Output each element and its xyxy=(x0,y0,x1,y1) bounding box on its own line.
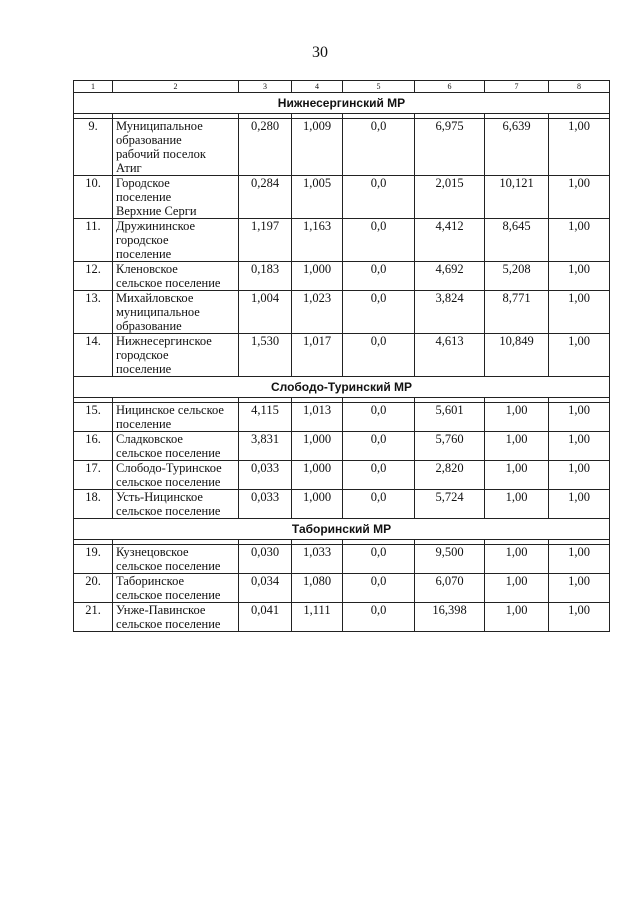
value-cell-c3: 4,115 xyxy=(239,403,292,432)
value-cell-c3: 0,284 xyxy=(239,176,292,219)
value-cell-c6: 16,398 xyxy=(415,603,485,632)
table-row xyxy=(74,176,610,219)
value-cell-c6: 9,500 xyxy=(415,545,485,574)
value-cell-c7: 8,645 xyxy=(485,219,549,262)
value-cell-c8: 1,00 xyxy=(549,432,610,461)
value-cell-c4: 1,000 xyxy=(292,461,343,490)
value-cell-c8: 1,00 xyxy=(549,574,610,603)
value-cell-c4: 1,009 xyxy=(292,119,343,176)
municipality-name xyxy=(113,545,239,574)
row-number: 16. xyxy=(74,432,113,461)
municipality-name-line: Унже-Павинское xyxy=(116,603,206,617)
municipality-name-line: городское xyxy=(116,348,169,362)
value-cell-c5: 0,0 xyxy=(343,574,415,603)
value-cell-c8: 1,00 xyxy=(549,461,610,490)
column-header: 3 xyxy=(239,81,292,93)
value-cell-c8: 1,00 xyxy=(549,262,610,291)
value-cell-c3: 0,033 xyxy=(239,490,292,519)
table-row xyxy=(74,574,610,603)
value-cell-c5: 0,0 xyxy=(343,262,415,291)
value-cell-c3: 0,183 xyxy=(239,262,292,291)
municipality-name-line: поселение xyxy=(116,362,172,376)
row-number: 15. xyxy=(74,403,113,432)
municipality-name-line: Городское xyxy=(116,176,170,190)
municipality-name-line: Сладковское xyxy=(116,432,183,446)
column-header: 8 xyxy=(549,81,610,93)
value-cell-c8: 1,00 xyxy=(549,119,610,176)
table-row xyxy=(74,545,610,574)
value-cell-c6: 6,070 xyxy=(415,574,485,603)
table-body xyxy=(74,81,610,632)
value-cell-c8: 1,00 xyxy=(549,291,610,334)
value-cell-c8: 1,00 xyxy=(549,219,610,262)
value-cell-c7: 5,208 xyxy=(485,262,549,291)
data-table xyxy=(73,80,610,632)
value-cell-c5: 0,0 xyxy=(343,545,415,574)
municipality-name-line: Таборинское xyxy=(116,574,185,588)
value-cell-c4: 1,033 xyxy=(292,545,343,574)
value-cell-c5: 0,0 xyxy=(343,291,415,334)
page-number: 30 xyxy=(312,44,328,61)
row-number: 21. xyxy=(74,603,113,632)
row-number: 12. xyxy=(74,262,113,291)
table-row xyxy=(74,291,610,334)
row-number: 9. xyxy=(74,119,113,176)
column-number-row xyxy=(74,81,610,93)
column-header: 7 xyxy=(485,81,549,93)
row-number: 18. xyxy=(74,490,113,519)
value-cell-c8: 1,00 xyxy=(549,403,610,432)
value-cell-c5: 0,0 xyxy=(343,119,415,176)
value-cell-c3: 1,197 xyxy=(239,219,292,262)
municipality-name xyxy=(113,219,239,262)
table-row xyxy=(74,603,610,632)
municipality-name-line: сельское поселение xyxy=(116,559,221,573)
municipality-name-line: сельское поселение xyxy=(116,504,221,518)
municipality-name-line: рабочий поселок xyxy=(116,147,206,161)
municipality-name-line: Усть-Ницинское xyxy=(116,490,203,504)
municipality-name xyxy=(113,176,239,219)
section-header-row xyxy=(74,93,610,114)
value-cell-c5: 0,0 xyxy=(343,176,415,219)
value-cell-c7: 1,00 xyxy=(485,603,549,632)
row-number: 13. xyxy=(74,291,113,334)
section-header-row xyxy=(74,519,610,540)
value-cell-c5: 0,0 xyxy=(343,461,415,490)
table-row xyxy=(74,262,610,291)
value-cell-c6: 4,613 xyxy=(415,334,485,377)
municipality-name xyxy=(113,119,239,176)
value-cell-c4: 1,017 xyxy=(292,334,343,377)
municipality-name xyxy=(113,574,239,603)
value-cell-c5: 0,0 xyxy=(343,403,415,432)
value-cell-c7: 6,639 xyxy=(485,119,549,176)
municipality-name-line: сельское поселение xyxy=(116,475,221,489)
value-cell-c3: 0,030 xyxy=(239,545,292,574)
municipality-name-line: Ницинское сельское xyxy=(116,403,224,417)
value-cell-c6: 2,015 xyxy=(415,176,485,219)
municipality-name-line: сельское поселение xyxy=(116,588,221,602)
value-cell-c7: 8,771 xyxy=(485,291,549,334)
municipality-name-line: поселение xyxy=(116,247,172,261)
value-cell-c6: 6,975 xyxy=(415,119,485,176)
value-cell-c3: 0,041 xyxy=(239,603,292,632)
row-number: 20. xyxy=(74,574,113,603)
column-header: 4 xyxy=(292,81,343,93)
value-cell-c4: 1,000 xyxy=(292,262,343,291)
value-cell-c8: 1,00 xyxy=(549,334,610,377)
municipality-name-line: Кленовское xyxy=(116,262,178,276)
table-row xyxy=(74,432,610,461)
municipality-name xyxy=(113,334,239,377)
municipality-name-line: Дружининское xyxy=(116,219,196,233)
value-cell-c7: 10,121 xyxy=(485,176,549,219)
municipality-name-line: сельское поселение xyxy=(116,276,221,290)
municipality-name-line: Верхние Серги xyxy=(116,204,197,218)
row-number: 10. xyxy=(74,176,113,219)
municipality-name xyxy=(113,603,239,632)
table-row xyxy=(74,219,610,262)
column-header: 6 xyxy=(415,81,485,93)
table-row xyxy=(74,461,610,490)
municipality-name-line: сельское поселение xyxy=(116,617,221,631)
municipality-name-line: Кузнецовское xyxy=(116,545,189,559)
municipality-name-line: поселение xyxy=(116,417,172,431)
value-cell-c3: 1,530 xyxy=(239,334,292,377)
municipality-name xyxy=(113,262,239,291)
value-cell-c3: 0,280 xyxy=(239,119,292,176)
column-header: 1 xyxy=(74,81,113,93)
value-cell-c7: 1,00 xyxy=(485,574,549,603)
value-cell-c5: 0,0 xyxy=(343,432,415,461)
municipality-name-line: Нижнесергинское xyxy=(116,334,212,348)
section-header-row xyxy=(74,377,610,398)
municipality-name xyxy=(113,432,239,461)
value-cell-c8: 1,00 xyxy=(549,545,610,574)
municipality-name-line: образование xyxy=(116,133,182,147)
municipality-name-line: образование xyxy=(116,319,182,333)
value-cell-c8: 1,00 xyxy=(549,603,610,632)
value-cell-c6: 4,412 xyxy=(415,219,485,262)
value-cell-c4: 1,000 xyxy=(292,490,343,519)
value-cell-c4: 1,005 xyxy=(292,176,343,219)
section-title: Таборинский МР xyxy=(74,519,610,540)
table-row xyxy=(74,403,610,432)
value-cell-c3: 1,004 xyxy=(239,291,292,334)
value-cell-c6: 2,820 xyxy=(415,461,485,490)
municipality-name-line: Муниципальное xyxy=(116,119,203,133)
column-header: 2 xyxy=(113,81,239,93)
column-header: 5 xyxy=(343,81,415,93)
value-cell-c4: 1,163 xyxy=(292,219,343,262)
section-title: Слободо-Туринский МР xyxy=(74,377,610,398)
value-cell-c6: 5,601 xyxy=(415,403,485,432)
value-cell-c3: 0,034 xyxy=(239,574,292,603)
municipality-name-line: городское xyxy=(116,233,169,247)
table-row xyxy=(74,119,610,176)
value-cell-c7: 1,00 xyxy=(485,403,549,432)
value-cell-c4: 1,023 xyxy=(292,291,343,334)
municipality-name xyxy=(113,291,239,334)
value-cell-c6: 5,760 xyxy=(415,432,485,461)
value-cell-c7: 1,00 xyxy=(485,490,549,519)
municipality-name xyxy=(113,490,239,519)
row-number: 19. xyxy=(74,545,113,574)
value-cell-c8: 1,00 xyxy=(549,490,610,519)
value-cell-c6: 5,724 xyxy=(415,490,485,519)
value-cell-c4: 1,000 xyxy=(292,432,343,461)
row-number: 14. xyxy=(74,334,113,377)
value-cell-c7: 1,00 xyxy=(485,545,549,574)
value-cell-c5: 0,0 xyxy=(343,490,415,519)
value-cell-c7: 10,849 xyxy=(485,334,549,377)
value-cell-c5: 0,0 xyxy=(343,603,415,632)
municipality-name-line: Атиг xyxy=(116,161,142,175)
value-cell-c4: 1,013 xyxy=(292,403,343,432)
section-title: Нижнесергинский МР xyxy=(74,93,610,114)
row-number: 17. xyxy=(74,461,113,490)
municipality-name-line: Михайловское xyxy=(116,291,194,305)
table-row xyxy=(74,490,610,519)
value-cell-c8: 1,00 xyxy=(549,176,610,219)
municipality-name-line: Слободо-Туринское xyxy=(116,461,222,475)
row-number: 11. xyxy=(74,219,113,262)
municipality-name xyxy=(113,403,239,432)
value-cell-c7: 1,00 xyxy=(485,432,549,461)
table-row xyxy=(74,334,610,377)
municipality-name xyxy=(113,461,239,490)
value-cell-c7: 1,00 xyxy=(485,461,549,490)
municipality-name-line: муниципальное xyxy=(116,305,200,319)
value-cell-c5: 0,0 xyxy=(343,219,415,262)
municipality-name-line: поселение xyxy=(116,190,172,204)
value-cell-c5: 0,0 xyxy=(343,334,415,377)
value-cell-c4: 1,111 xyxy=(292,603,343,632)
value-cell-c4: 1,080 xyxy=(292,574,343,603)
value-cell-c3: 0,033 xyxy=(239,461,292,490)
municipality-name-line: сельское поселение xyxy=(116,446,221,460)
value-cell-c6: 3,824 xyxy=(415,291,485,334)
value-cell-c6: 4,692 xyxy=(415,262,485,291)
value-cell-c3: 3,831 xyxy=(239,432,292,461)
